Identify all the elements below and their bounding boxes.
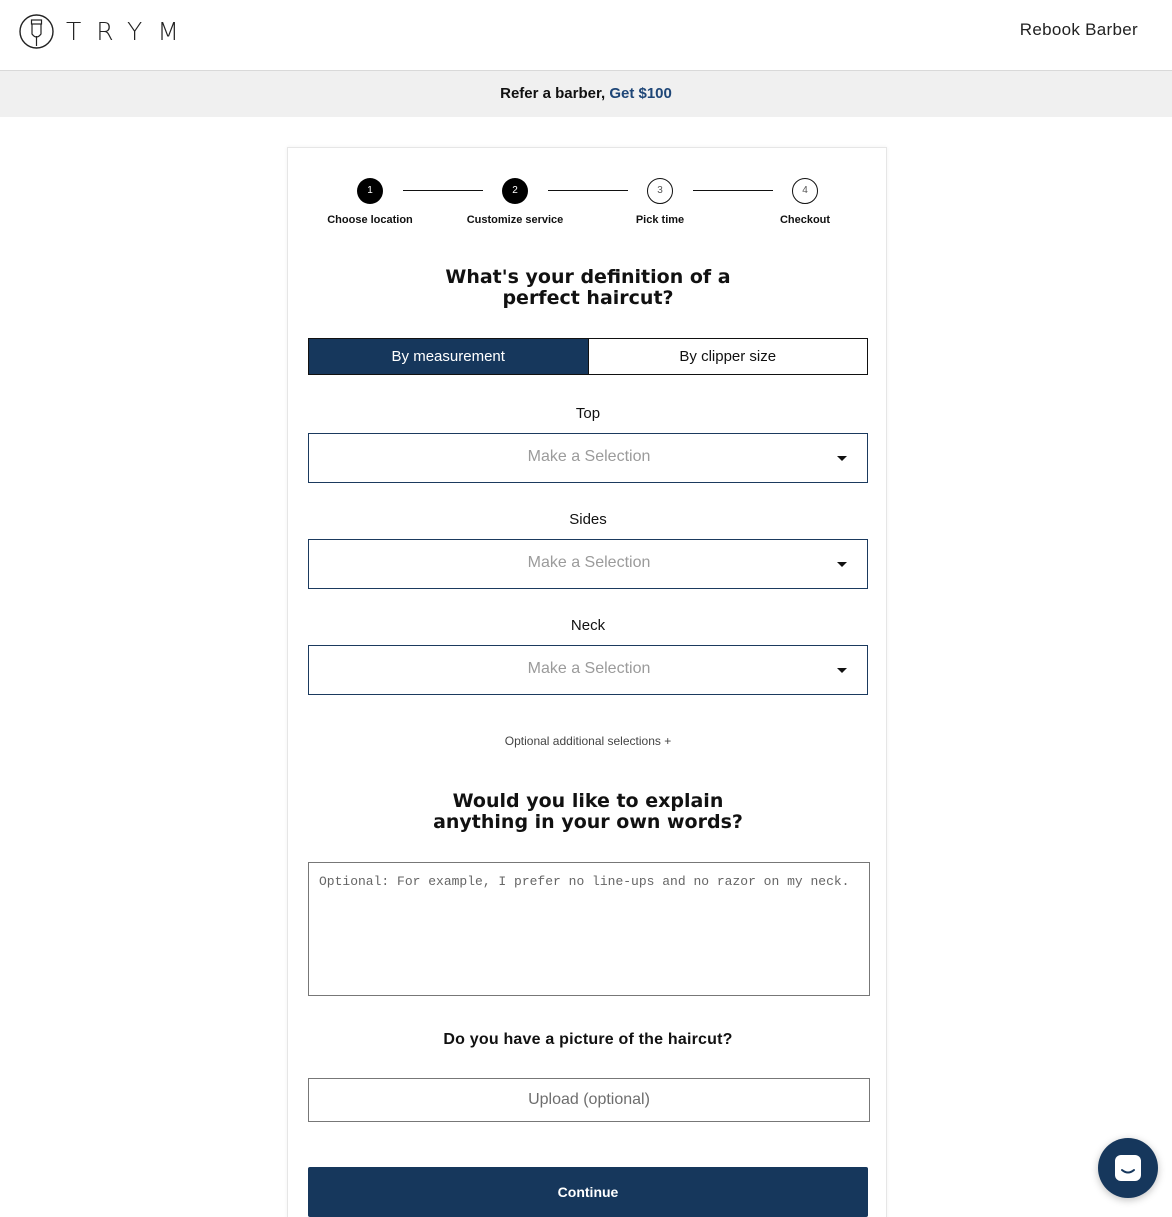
sides-label: Sides (569, 511, 607, 528)
heading-line: anything in your own words? (433, 811, 743, 833)
step-connector (693, 190, 773, 191)
trimmer-logo-icon (19, 14, 54, 49)
explain-question-heading (288, 791, 888, 833)
picture-question: Do you have a picture of the haircut? (443, 1031, 733, 1048)
step-4-circle: 4 (792, 178, 818, 204)
sides-select[interactable] (308, 539, 868, 589)
caret-down-icon (837, 562, 847, 567)
step-connector (548, 190, 628, 191)
step-4-label: Checkout (779, 214, 831, 226)
chat-launcher-button[interactable] (1098, 1138, 1158, 1198)
continue-button[interactable]: Continue (308, 1167, 868, 1217)
step-2-label: Customize service (466, 214, 564, 226)
referral-link[interactable]: Get $100 (609, 85, 672, 102)
caret-down-icon (837, 456, 847, 461)
caret-down-icon (837, 668, 847, 673)
heading-line: What's your definition of a (445, 266, 731, 288)
step-1-circle[interactable]: 1 (357, 178, 383, 204)
neck-label: Neck (570, 617, 606, 634)
step-2-circle[interactable]: 2 (502, 178, 528, 204)
rebook-barber-link[interactable]: Rebook Barber (1019, 20, 1138, 39)
top-select[interactable] (308, 433, 868, 483)
top-label: Top (575, 405, 601, 422)
tab-by-clipper-size[interactable]: By clipper size (588, 339, 868, 374)
haircut-question-heading (288, 267, 888, 309)
referral-banner (0, 71, 1172, 117)
heading-line: perfect haircut? (502, 287, 674, 309)
select-placeholder: Make a Selection (527, 448, 651, 465)
select-placeholder: Make a Selection (527, 554, 651, 571)
optional-selections-link[interactable]: Optional additional selections + (504, 734, 672, 748)
measurement-mode-toggle (308, 338, 868, 375)
notes-textarea[interactable] (308, 862, 870, 996)
chat-launcher-icon (1113, 1153, 1143, 1183)
step-3-circle: 3 (647, 178, 673, 204)
brand-name: TRYM (66, 17, 194, 46)
step-connector (403, 190, 483, 191)
booking-card (287, 147, 887, 1217)
site-header (0, 0, 1172, 71)
step-1-label: Choose location (327, 214, 413, 226)
heading-line: Would you like to explain (452, 790, 724, 812)
tab-by-measurement[interactable]: By measurement (309, 339, 588, 374)
neck-select[interactable] (308, 645, 868, 695)
step-3-label: Pick time (635, 214, 685, 226)
upload-button[interactable]: Upload (optional) (308, 1078, 870, 1122)
referral-text: Refer a barber, (500, 85, 610, 102)
select-placeholder: Make a Selection (527, 660, 651, 677)
brand-logo[interactable] (19, 14, 194, 49)
